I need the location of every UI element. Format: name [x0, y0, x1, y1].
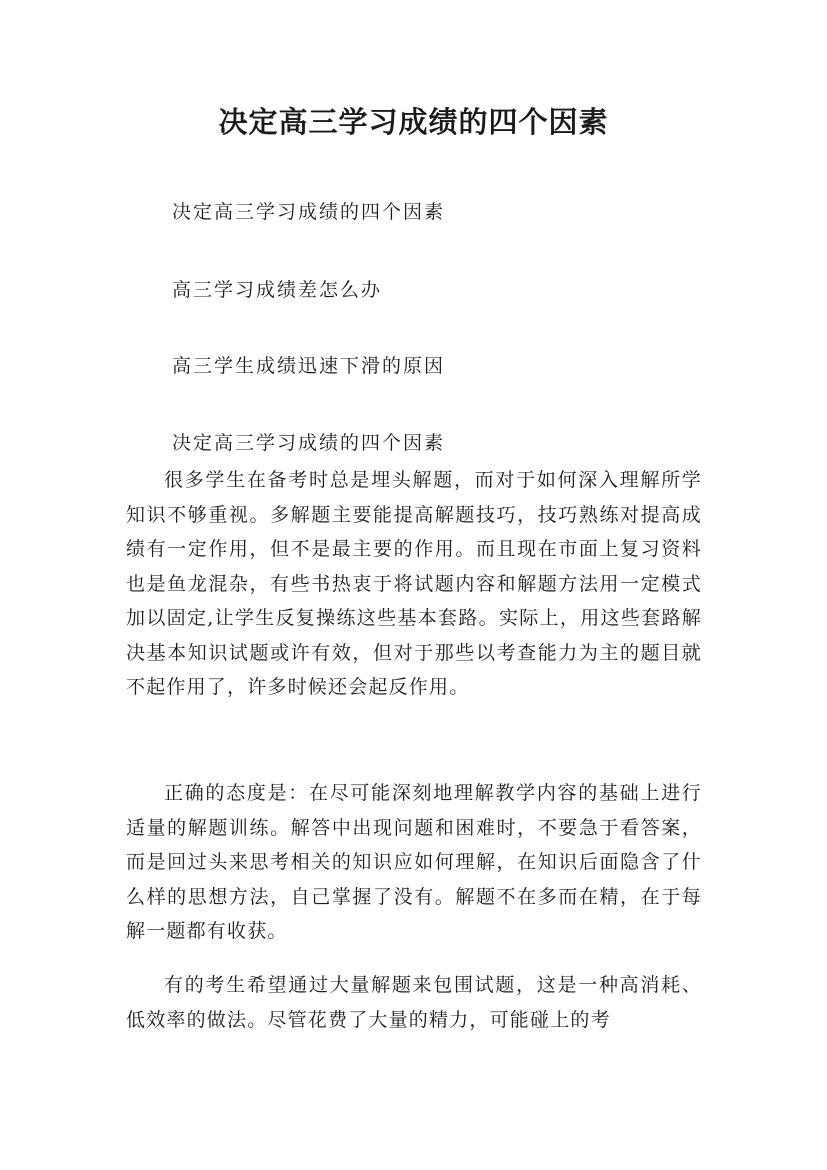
body-paragraph: 有的考生希望通过大量解题来包围试题，这是一种高消耗、低效率的做法。尽管花费了大量的精力，可能碰上的考: [126, 974, 702, 1031]
toc-item: 高三学生成绩迅速下滑的原因: [172, 355, 446, 377]
document-title: 决定高三学习成绩的四个因素: [218, 105, 609, 139]
toc-item: 高三学习成绩差怎么办: [172, 279, 383, 301]
toc-item: 决定高三学习成绩的四个因素: [172, 201, 446, 223]
body-paragraph: 很多学生在备考时总是埋头解题，而对于如何深入理解所学知识不够重视。多解题主要能提高解题技巧，技巧熟练对提高成绩有一定作用，但不是最主要的作用。而且现在市面上复习资料也是鱼龙混杂，有些书热衷于将试题内容和解题方法用一定模式加以固定,让学生反复操练这些基本套路。实际上，用这些套路解决基本知识试题或许有效，但对于那些以考查能力为主的题目就不起作用了，许多时候还会起反作用。: [126, 469, 702, 698]
body-paragraph: 正确的态度是：在尽可能深刻地理解教学内容的基础上进行适量的解题训练。解答中出现问题和困难时，不要急于看答案，而是回过头来思考相关的知识应如何理解，在知识后面隐含了什么样的思想方法，自己掌握了没有。解题不在多而在精，在于每解一题都有收获。: [126, 782, 702, 942]
section-heading: 决定高三学习成绩的四个因素: [172, 432, 446, 454]
